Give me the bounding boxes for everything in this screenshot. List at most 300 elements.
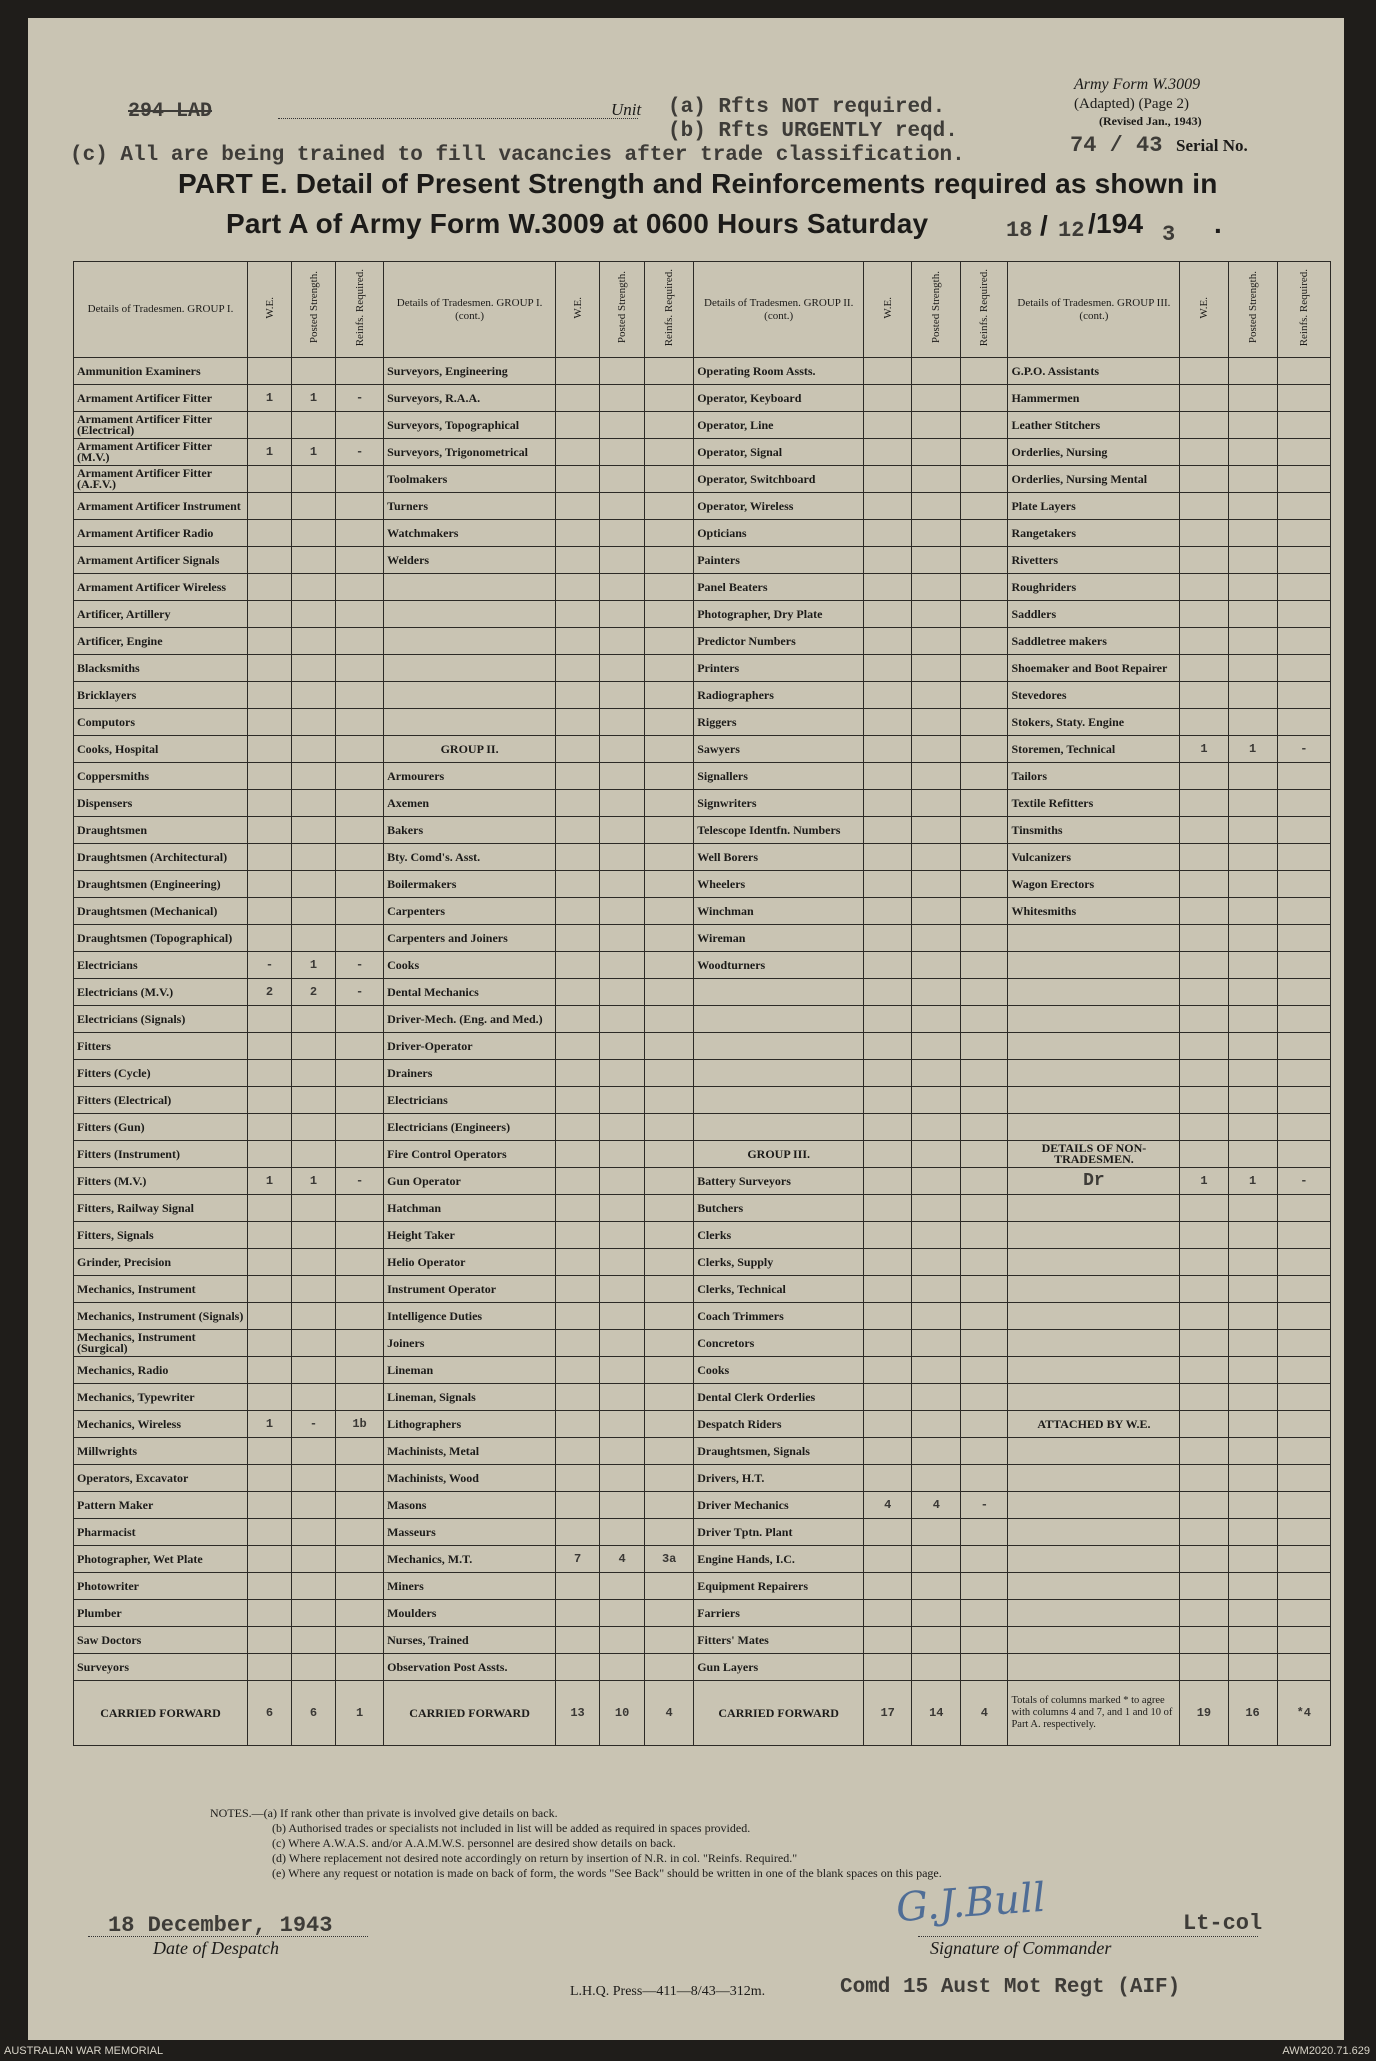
g1-posted-value [292, 1033, 336, 1060]
table-row [74, 412, 1331, 439]
g2-we-value [556, 925, 600, 952]
g2-we-value [556, 1303, 600, 1330]
g3-posted-value [912, 547, 961, 574]
g3-we-value [864, 817, 912, 844]
g4-posted-value [1228, 1330, 1277, 1357]
trade-label-g4: Saddlers [1008, 601, 1180, 628]
g1-reinfs-value [336, 1222, 384, 1249]
g1-posted-value [292, 1627, 336, 1654]
g1-we-value [248, 1033, 292, 1060]
g3-reinfs-value [961, 1222, 1008, 1249]
g1-reinfs-value [336, 655, 384, 682]
trade-label-g2: Masseurs [384, 1519, 556, 1546]
g3-we-value [864, 1357, 912, 1384]
trade-label-g2: Lineman [384, 1357, 556, 1384]
table-row [74, 898, 1331, 925]
g2-posted-value [600, 1060, 645, 1087]
serial-label: Serial No. [1176, 136, 1248, 155]
g4-we-value [1180, 1006, 1228, 1033]
g1-posted-value [292, 601, 336, 628]
g4-we-value [1180, 1384, 1228, 1411]
g1-reinfs-value [336, 871, 384, 898]
trade-label-g4 [1008, 1627, 1180, 1654]
trade-label-g1: Armament Artificer Fitter [74, 385, 248, 412]
g4-reinfs-value [1277, 1276, 1330, 1303]
trade-label-g4 [1008, 1492, 1180, 1519]
g2-reinfs-value [645, 520, 694, 547]
trade-label-g1: Mechanics, Radio [74, 1357, 248, 1384]
g4-posted-value [1228, 1384, 1277, 1411]
g4-posted-value [1228, 1600, 1277, 1627]
g4-we-value [1180, 493, 1228, 520]
g1-reinfs-value [336, 1330, 384, 1357]
g3-reinfs-value [961, 1276, 1008, 1303]
g1-reinfs-value [336, 1006, 384, 1033]
g1-posted-value [292, 1654, 336, 1681]
g1-we-value [248, 844, 292, 871]
g1-we-value [248, 1222, 292, 1249]
trade-label-g1: Draughtsmen (Mechanical) [74, 898, 248, 925]
g4-posted-value [1228, 466, 1277, 493]
g3-reinfs-value [961, 385, 1008, 412]
g4-reinfs-value [1277, 493, 1330, 520]
g4-reinfs-value [1277, 1195, 1330, 1222]
g1-we-value [248, 682, 292, 709]
g1-we-value [248, 358, 292, 385]
g1-posted-value [292, 1465, 336, 1492]
g2-we-value [556, 709, 600, 736]
trade-label-g2 [384, 601, 556, 628]
g1-reinfs-value [336, 790, 384, 817]
g3-we-value [864, 1654, 912, 1681]
g3-reinfs-value [961, 1114, 1008, 1141]
g3-posted-value [912, 1438, 961, 1465]
trade-label-g3 [694, 1060, 864, 1087]
g4-we-value [1180, 1600, 1228, 1627]
g2-reinfs-value [645, 466, 694, 493]
g2-posted-value [600, 358, 645, 385]
g3-posted-value [912, 898, 961, 925]
g4-reinfs-value [1277, 1492, 1330, 1519]
table-row [74, 1222, 1331, 1249]
trade-label-g4: DETAILS OF NON-TRADESMEN. [1008, 1141, 1180, 1168]
g1-reinfs-value [336, 1546, 384, 1573]
trade-label-g1: Electricians [74, 952, 248, 979]
g4-we-value [1180, 709, 1228, 736]
header-posted: Posted Strength. [1246, 271, 1259, 344]
trade-label-g2: Miners [384, 1573, 556, 1600]
trade-label-g1: Mechanics, Wireless [74, 1411, 248, 1438]
g3-reinfs-value [961, 655, 1008, 682]
g3-reinfs-value [961, 1006, 1008, 1033]
g3-posted-value [912, 1195, 961, 1222]
g1-we-value: 1 [248, 439, 292, 466]
table-row [74, 628, 1331, 655]
g3-reinfs-value [961, 1330, 1008, 1357]
g1-we-value: 1 [248, 385, 292, 412]
g2-we-value [556, 493, 600, 520]
g1-we-value [248, 547, 292, 574]
g2-posted-value [600, 709, 645, 736]
g4-reinfs-value: - [1277, 1168, 1330, 1195]
g2-posted-value [600, 1033, 645, 1060]
trade-label-g1: Surveyors [74, 1654, 248, 1681]
table-row [74, 574, 1331, 601]
g3-posted-value [912, 574, 961, 601]
g1-posted-value [292, 1303, 336, 1330]
g4-reinfs-value [1277, 547, 1330, 574]
trade-label-g1: Draughtsmen (Engineering) [74, 871, 248, 898]
g1-reinfs-value [336, 1492, 384, 1519]
g2-we-value [556, 1465, 600, 1492]
despatch-date-typed: 18 December, 1943 [108, 1913, 333, 1938]
g1-posted-value [292, 682, 336, 709]
g1-we-value [248, 1195, 292, 1222]
g1-posted-value [292, 1438, 336, 1465]
g2-we-value [556, 682, 600, 709]
trade-label-g2: Masons [384, 1492, 556, 1519]
g2-reinfs-value [645, 1195, 694, 1222]
g2-we-value [556, 358, 600, 385]
g1-reinfs-value [336, 1600, 384, 1627]
g4-posted-value [1228, 520, 1277, 547]
g4-we-value [1180, 1411, 1228, 1438]
cf-g3-reinfs: 4 [961, 1681, 1008, 1746]
g2-reinfs-value [645, 601, 694, 628]
g4-reinfs-value [1277, 844, 1330, 871]
g3-we-value [864, 439, 912, 466]
g4-we-value [1180, 1465, 1228, 1492]
g4-reinfs-value [1277, 385, 1330, 412]
g3-reinfs-value [961, 1519, 1008, 1546]
g3-reinfs-value: - [961, 1492, 1008, 1519]
g1-we-value [248, 1654, 292, 1681]
g1-reinfs-value [336, 1276, 384, 1303]
signature-line [918, 1936, 1258, 1937]
g4-posted-value [1228, 925, 1277, 952]
g3-posted-value [912, 1465, 961, 1492]
g2-we-value [556, 1438, 600, 1465]
g1-reinfs-value [336, 574, 384, 601]
trade-label-g1: Photowriter [74, 1573, 248, 1600]
trade-label-g1: Electricians (Signals) [74, 1006, 248, 1033]
g1-we-value [248, 871, 292, 898]
g4-posted-value [1228, 1573, 1277, 1600]
g4-we-value [1180, 628, 1228, 655]
g1-we-value [248, 1087, 292, 1114]
g3-we-value [864, 1303, 912, 1330]
g1-posted-value [292, 736, 336, 763]
g4-posted-value [1228, 898, 1277, 925]
g2-we-value [556, 385, 600, 412]
table-row [74, 1168, 1331, 1195]
g4-reinfs-value [1277, 1384, 1330, 1411]
g2-we-value [556, 1519, 600, 1546]
g3-reinfs-value [961, 1384, 1008, 1411]
g4-posted-value [1228, 1654, 1277, 1681]
g1-we-value [248, 763, 292, 790]
g4-reinfs-value [1277, 655, 1330, 682]
cf-g1-we: 6 [248, 1681, 292, 1746]
trade-label-g4: Whitesmiths [1008, 898, 1180, 925]
g3-reinfs-value [961, 817, 1008, 844]
g2-reinfs-value [645, 1600, 694, 1627]
g2-posted-value [600, 952, 645, 979]
trade-label-g1: Mechanics, Instrument (Surgical) [74, 1330, 248, 1357]
g4-we-value [1180, 763, 1228, 790]
trade-label-g1: Armament Artificer Fitter (A.F.V.) [74, 466, 248, 493]
g3-we-value [864, 1060, 912, 1087]
g3-posted-value [912, 1114, 961, 1141]
trade-label-g3: Opticians [694, 520, 864, 547]
g2-reinfs-value [645, 1303, 694, 1330]
g2-posted-value [600, 1114, 645, 1141]
g4-we-value [1180, 1222, 1228, 1249]
g2-we-value [556, 763, 600, 790]
table-row [74, 817, 1331, 844]
g3-reinfs-value [961, 1060, 1008, 1087]
trade-label-g3 [694, 1114, 864, 1141]
g3-posted-value [912, 1411, 961, 1438]
g4-reinfs-value [1277, 925, 1330, 952]
trade-label-g2: Hatchman [384, 1195, 556, 1222]
g3-we-value [864, 1141, 912, 1168]
table-row [74, 439, 1331, 466]
g2-we-value [556, 979, 600, 1006]
trade-label-g3: Coach Trimmers [694, 1303, 864, 1330]
carried-forward-label: CARRIED FORWARD [384, 1681, 556, 1746]
g4-reinfs-value [1277, 1546, 1330, 1573]
g3-reinfs-value [961, 1033, 1008, 1060]
trade-label-g4 [1008, 925, 1180, 952]
g3-reinfs-value [961, 1141, 1008, 1168]
g3-reinfs-value [961, 1627, 1008, 1654]
g2-reinfs-value [645, 1006, 694, 1033]
trade-label-g2: Machinists, Wood [384, 1465, 556, 1492]
g1-we-value [248, 1357, 292, 1384]
g1-reinfs-value [336, 1438, 384, 1465]
g4-reinfs-value [1277, 1249, 1330, 1276]
form-revised: (Revised Jan., 1943) [1099, 114, 1202, 128]
g3-posted-value [912, 412, 961, 439]
g4-reinfs-value [1277, 1222, 1330, 1249]
g3-posted-value [912, 1546, 961, 1573]
trade-label-g4: Dr [1008, 1168, 1180, 1195]
trade-label-g3: Draughtsmen, Signals [694, 1438, 864, 1465]
g4-posted-value [1228, 1222, 1277, 1249]
g2-posted-value [600, 682, 645, 709]
g4-reinfs-value [1277, 1654, 1330, 1681]
g1-posted-value [292, 466, 336, 493]
trade-label-g3: Engine Hands, I.C. [694, 1546, 864, 1573]
g1-posted-value [292, 925, 336, 952]
g3-posted-value [912, 682, 961, 709]
g1-reinfs-value [336, 1627, 384, 1654]
g4-we-value [1180, 1249, 1228, 1276]
trade-label-g2: Carpenters [384, 898, 556, 925]
trade-label-g4 [1008, 1060, 1180, 1087]
carried-forward-label: CARRIED FORWARD [74, 1681, 248, 1746]
trade-label-g3: Panel Beaters [694, 574, 864, 601]
g2-we-value [556, 817, 600, 844]
trade-label-g1: Armament Artificer Radio [74, 520, 248, 547]
g2-reinfs-value [645, 574, 694, 601]
g3-reinfs-value [961, 1249, 1008, 1276]
g1-posted-value [292, 871, 336, 898]
g2-posted-value [600, 493, 645, 520]
g2-posted-value [600, 898, 645, 925]
g4-posted-value [1228, 412, 1277, 439]
date-dot: . [1214, 208, 1222, 239]
g4-we-value [1180, 682, 1228, 709]
g2-reinfs-value [645, 547, 694, 574]
notes-block [210, 1806, 942, 1881]
g3-posted-value [912, 385, 961, 412]
g4-we-value: 1 [1180, 736, 1228, 763]
g1-reinfs-value: 1b [336, 1411, 384, 1438]
g3-we-value [864, 736, 912, 763]
header-group1-cont: Details of Tradesmen. GROUP I. (cont.) [384, 262, 556, 358]
g1-posted-value: - [292, 1411, 336, 1438]
commander-signature: G.J.Bull [894, 1874, 1048, 1932]
g2-reinfs-value [645, 1060, 694, 1087]
page-subtitle: Part A of Army Form W.3009 at 0600 Hours Saturday [226, 208, 929, 239]
g2-we-value [556, 1627, 600, 1654]
g2-we-value [556, 1222, 600, 1249]
g4-reinfs-value [1277, 1573, 1330, 1600]
g3-we-value [864, 358, 912, 385]
trade-label-g4 [1008, 1438, 1180, 1465]
g4-posted-value [1228, 1465, 1277, 1492]
g4-we-value [1180, 844, 1228, 871]
g4-we-value [1180, 979, 1228, 1006]
g3-reinfs-value [961, 1438, 1008, 1465]
trade-label-g4 [1008, 1573, 1180, 1600]
g3-reinfs-value [961, 790, 1008, 817]
g2-we-value [556, 1330, 600, 1357]
g4-posted-value [1228, 1627, 1277, 1654]
g2-reinfs-value [645, 1033, 694, 1060]
g1-posted-value [292, 1357, 336, 1384]
trade-label-g1: Draughtsmen [74, 817, 248, 844]
trade-label-g3: Operator, Switchboard [694, 466, 864, 493]
trade-label-g1: Draughtsmen (Architectural) [74, 844, 248, 871]
trade-label-g2: Helio Operator [384, 1249, 556, 1276]
g1-we-value [248, 493, 292, 520]
g1-reinfs-value [336, 1573, 384, 1600]
header-we: W.E. [881, 296, 894, 319]
g1-posted-value [292, 628, 336, 655]
g3-we-value [864, 385, 912, 412]
trade-label-g4: Orderlies, Nursing [1008, 439, 1180, 466]
g3-we-value [864, 601, 912, 628]
typed-note-c: (c) All are being trained to fill vacancies after trade classification. [70, 144, 965, 167]
g4-posted-value [1228, 1276, 1277, 1303]
table-row [74, 736, 1331, 763]
g4-reinfs-value [1277, 817, 1330, 844]
g3-we-value [864, 952, 912, 979]
g3-we-value: 4 [864, 1492, 912, 1519]
g4-we-value [1180, 1141, 1228, 1168]
g4-we-value [1180, 898, 1228, 925]
g2-reinfs-value [645, 1276, 694, 1303]
g1-posted-value [292, 412, 336, 439]
trade-label-g2: Height Taker [384, 1222, 556, 1249]
trade-label-g3: Telescope Identfn. Numbers [694, 817, 864, 844]
trade-label-g2: Joiners [384, 1330, 556, 1357]
trade-label-g3: Sawyers [694, 736, 864, 763]
trade-label-g3: Farriers [694, 1600, 864, 1627]
table-row [74, 655, 1331, 682]
table-row [74, 385, 1331, 412]
g4-posted-value [1228, 1357, 1277, 1384]
cf-g2-we: 13 [556, 1681, 600, 1746]
header-reinfs: Reinfs. Required. [353, 268, 366, 347]
g2-we-value [556, 1276, 600, 1303]
g3-posted-value [912, 1519, 961, 1546]
g4-posted-value [1228, 871, 1277, 898]
g3-posted-value [912, 709, 961, 736]
g4-reinfs-value [1277, 979, 1330, 1006]
table-row [74, 1573, 1331, 1600]
g4-we-value [1180, 817, 1228, 844]
g1-posted-value [292, 790, 336, 817]
g2-we-value [556, 601, 600, 628]
table-row [74, 1600, 1331, 1627]
table-row [74, 709, 1331, 736]
rfts-b: (b) Rfts URGENTLY reqd. [668, 120, 958, 143]
trade-label-g1: Fitters, Railway Signal [74, 1195, 248, 1222]
g2-posted-value [600, 412, 645, 439]
trade-label-g4 [1008, 952, 1180, 979]
g3-we-value [864, 1006, 912, 1033]
g3-we-value [864, 1087, 912, 1114]
g2-posted-value: 4 [600, 1546, 645, 1573]
form-page: 294 LAD Unit (a) Rfts NOT required. (b) Rfts URGENTLY reqd. Army Form W.3009 (Adapted) (Page 2) (Revised Jan., 1943) 74 / 43 Serial No. (c) All are being trained to fill vacancies after trade classification. PART E. Detail of Present Strength and Reinforcements required as shown in Part A of Army Form W.3009 at 0600 Hours Saturday 18 / 12 /194 3 . Details of Tradesmen. GROUP I. W.E. Posted Strength. Reinfs. Required. Details of Tradesmen. GROUP I. (cont.) W.E. Posted Strength. Reinfs. Required. Details of Tradesmen. GROUP II. (cont.) W.E. Posted Strength. Reinfs. Required. Details of Tradesmen. GROUP III. (cont.) W.E. Posted Strength. Reinfs. Required. Ammunition Examiners Surveyors, Engineering Operating Room Assts. G.P.O. Assistants Armament Artificer Fitter 1 1 - Surveyors, R.A.A. Operator, Keyboard Hammermen Armament Artificer Fitter (Electrical) Surveyors, Topographical Operator, Line Leather Stitchers Armament Artificer Fitter (M.V.) 1 1 - Surveyors, Trigonometrical Operator, Signal Orderlies, Nursing Armament Artificer Fitter (A.F.V.) Toolmakers Operator, Switchboard Orderlies, Nursing Mental Armament Artificer Instrument Turners Operator, Wireless Plate Layers Armament Artificer Radio Watchmakers Opticians Rangetakers Armament Artificer Signals Welders Painters Rivetters Armament Artificer Wireless Panel Beaters Roughriders Artificer, Artillery Photographer, Dry Plate Saddlers Artificer, Engine Predictor Numbers Saddletree makers Blacksmiths Printers Shoemaker and Boot Repairer Bricklayers Radiographers Stevedores Computors Riggers Stokers, Staty. Engine Cooks, Hospital GROUP II. Sawyers Storemen, Technical 1 1 - Coppersmiths Armourers Signallers Tailors Dispensers Axemen Signwriters Textile Refitters Draughtsmen Bakers Telescope Identfn. Numbers Tinsmiths Draughtsmen (Architectural) Bty. Comd's. Asst. Well Borers Vulcanizers Draughtsmen (Engineering) Boilermakers Wheelers Wagon Erectors Draughtsmen (Mechanical) Carpenters Winchman Whitesmiths Draughtsmen (Topographical) Carpenters and Joiners Wireman Electricians - 1 - Cooks Woodturners Electricians (M.V.) 2 2 - Dental Mechanics Electricians (Signals) Driver-Mech. (Eng. and Med.) Fitters Driver-Operator Fitters (Cycle) Drainers Fitters (Electrical) Electricians Fitters (Gun) Electricians (Engineers) Fitters (Instrument) Fire Control Operators GROUP III. DETAILS OF NON-TRADESMEN. Fitters (M.V.) 1 1 - Gun Operator Battery Surveyors Dr 1 1 - Fitters, Railway Signal Hatchman Butchers Fitters, Signals Height Taker Clerks Grinder, Precision Helio Operator Clerks, Supply Mechanics, Instrument Instrument Operator Clerks, Technical Mechanics, Instrument (Signals) Intelligence Duties Coach Trimmers Mechanics, Instrument (Surgical) Joiners Concretors Mechanics, Radio Lineman Cooks Mechanics, Typewriter Lineman, Signals Dental Clerk Orderlies Mechanics, Wireless 1 - 1b Lithographers Despatch Riders ATTACHED BY W.E. Millwrights Machinists, Metal Draughtsmen, Signals Operators, Excavator Machinists, Wood Drivers, H.T. Pattern Maker Masons Driver Mechanics 4 4 - Pharmacist Masseurs Driver Tptn. Plant Photographer, Wet Plate Mechanics, M.T. 7 4 3a Engine Hands, I.C. Photowriter Miners Equipment Repairers Plumber Moulders Farriers Saw Doctors Nurses, Trained Fitters' Mates Surveyors Observation Post Assts. Gun Layers CARRIED FORWARD 6 6 1 CARRIED FORWARD 13 10 4 CARRIED FORWARD 17 14 4 Totals of columns marked * to agree with columns 4 and 7, and 1 and 10 of Part A. respectively. 19 16 *4 NOTES.—(a) If rank other than private is involved give details on back. (b) Authorised trades or specialists not included in list will be added as required in spaces provided. (c) Where A.W.A.S. and/or A.A.M.W.S. personnel are desired show details on back. (d) Where replacement not desired note accordingly on return by insertion of N.R. in col. "Reinfs. Required." (e) Where any request or notation is made on back of form, the words "See Back" should be written in one of the blank spaces on this page. 18 December, 1943 Date of Despatch G.J.Bull Lt-col Signature of Commander L.H.Q. Press—411—8/43—312m. Comd 15 Aust Mot Regt (AIF) [28, 18, 1344, 2040]
g1-reinfs-value [336, 1087, 384, 1114]
g2-we-value [556, 412, 600, 439]
g4-posted-value [1228, 574, 1277, 601]
g2-reinfs-value [645, 952, 694, 979]
g3-reinfs-value [961, 358, 1008, 385]
trade-label-g4: Textile Refitters [1008, 790, 1180, 817]
g2-posted-value [600, 1276, 645, 1303]
g1-posted-value [292, 817, 336, 844]
g2-reinfs-value [645, 439, 694, 466]
trade-label-g1: Blacksmiths [74, 655, 248, 682]
g1-we-value [248, 412, 292, 439]
trade-label-g4: Roughriders [1008, 574, 1180, 601]
g3-posted-value [912, 952, 961, 979]
g2-reinfs-value [645, 1519, 694, 1546]
g1-we-value [248, 1276, 292, 1303]
g4-reinfs-value [1277, 439, 1330, 466]
g2-posted-value [600, 547, 645, 574]
g1-reinfs-value [336, 1114, 384, 1141]
g3-posted-value [912, 1222, 961, 1249]
g3-we-value [864, 898, 912, 925]
g1-posted-value [292, 1330, 336, 1357]
g3-reinfs-value [961, 1654, 1008, 1681]
g1-posted-value [292, 844, 336, 871]
trade-label-g2: Bakers [384, 817, 556, 844]
g1-we-value [248, 1384, 292, 1411]
trade-label-g3: Photographer, Dry Plate [694, 601, 864, 628]
g1-reinfs-value: - [336, 385, 384, 412]
g4-we-value [1180, 790, 1228, 817]
g2-we-value [556, 952, 600, 979]
g2-reinfs-value [645, 1222, 694, 1249]
